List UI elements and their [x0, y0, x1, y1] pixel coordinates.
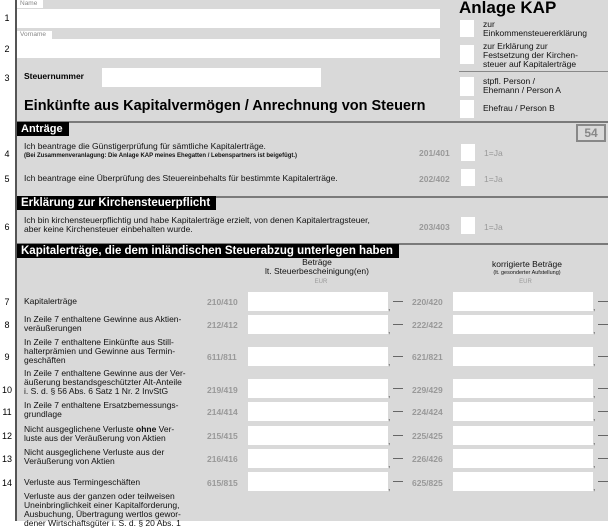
row12-text: Nicht ausgeglichene Verluste ohne Ver- luste aus der Veräußerung von Aktien — [24, 424, 175, 443]
line-number: 6 — [4, 222, 10, 232]
cents-dash — [598, 458, 608, 459]
col2-unit: EUR — [519, 279, 532, 285]
cents-comma: , — [388, 412, 391, 422]
cents-dash — [393, 435, 403, 436]
row4-code: 201/401 — [419, 148, 450, 158]
row12-input1[interactable] — [248, 426, 388, 445]
row12-code1: 215/415 — [207, 431, 238, 441]
section-title-kirchensteuer: Erklärung zur Kirchensteuerpflicht — [17, 196, 216, 210]
row8-text: In Zeile 7 enthaltene Gewinne aus Aktien- veräußerungen — [24, 314, 182, 333]
row9-text: In Zeile 7 enthaltene Einkünfte aus Still- halterprämien und Gewinne aus Termin- geschäften — [24, 337, 176, 365]
line-number: 5 — [4, 174, 10, 184]
checkbox-person-a[interactable] — [460, 77, 474, 96]
section-title-inland: Kapitalerträge, die dem inländischen Steuerabzug unterlegen haben — [17, 244, 399, 258]
row13-input1[interactable] — [248, 449, 388, 468]
line-number: 14 — [1, 478, 12, 488]
cents-comma: , — [593, 389, 596, 399]
row7-code1: 210/410 — [207, 297, 238, 307]
row10-code2: 229/429 — [412, 385, 443, 395]
name-label: Name — [17, 0, 43, 8]
row9-code2: 621/821 — [412, 352, 443, 362]
line-number: 3 — [4, 73, 10, 83]
vorname-label: Vorname — [17, 31, 52, 39]
row10-code1: 219/419 — [207, 385, 238, 395]
col2-header: korrigierte Beträge (lt. gesonderter Aufstellung) — [492, 259, 562, 276]
cents-comma: , — [388, 436, 391, 446]
row6-hint: 1=Ja — [484, 222, 503, 232]
row14-code2: 625/825 — [412, 478, 443, 488]
row11-code1: 214/414 — [207, 407, 238, 417]
row11-code2: 224/424 — [412, 407, 443, 417]
row7-code2: 220/420 — [412, 297, 443, 307]
steuernummer-field[interactable] — [102, 68, 321, 87]
checkbox-kirchensteuer-erklaerung[interactable] — [460, 45, 474, 64]
cents-comma: , — [593, 302, 596, 312]
cents-comma: , — [388, 459, 391, 469]
cents-dash — [393, 301, 403, 302]
cents-dash — [598, 388, 608, 389]
page-code-box: 54 — [576, 124, 606, 142]
cents-comma: , — [593, 412, 596, 422]
row13-code2: 226/426 — [412, 454, 443, 464]
line-number: 9 — [4, 352, 10, 362]
row4-hint: 1=Ja — [484, 148, 503, 158]
row7-text: Kapitalerträge — [24, 296, 77, 306]
row10-input1[interactable] — [248, 379, 388, 398]
row5-code: 202/402 — [419, 174, 450, 184]
cents-dash — [393, 324, 403, 325]
steuernummer-label: Steuernummer — [24, 71, 84, 81]
row7-input1[interactable] — [248, 292, 388, 311]
row9-code1: 611/811 — [207, 352, 237, 362]
main-heading: Einkünfte aus Kapitalvermögen / Anrechnung von Steuern — [24, 98, 426, 114]
row13-text: Nicht ausgeglichene Verluste aus der Veräußerung von Aktien — [24, 447, 165, 466]
checkbox-person-b[interactable] — [460, 100, 474, 118]
row5-input[interactable] — [461, 169, 475, 186]
row4-input[interactable] — [461, 144, 475, 161]
cents-dash — [598, 301, 608, 302]
cents-dash — [598, 411, 608, 412]
row14-code1: 615/815 — [207, 478, 238, 488]
divider — [459, 71, 608, 72]
row6-text: Ich bin kirchensteuerpflichtig und habe Kapitalerträge erzielt, von denen Kapitalertragsteuer, aber keine Kirchensteuer einbehalten wurde. — [24, 215, 370, 234]
option-person-b-label: Ehefrau / Person B — [483, 103, 555, 113]
cents-dash — [393, 458, 403, 459]
section-title-antraege: Anträge — [17, 122, 69, 136]
row8-input1[interactable] — [248, 315, 388, 334]
cents-dash — [598, 481, 608, 482]
cents-comma: , — [593, 325, 596, 335]
line-number: 1 — [4, 13, 10, 23]
cents-dash — [393, 481, 403, 482]
row11-input1[interactable] — [248, 402, 388, 421]
line-number: 11 — [2, 407, 12, 417]
option-einkommensteuer-label: zur Einkommensteuererklärung — [483, 19, 587, 38]
name-field[interactable] — [17, 9, 440, 28]
row15-text: Verluste aus der ganzen oder teilweisen Uneinbringlichkeit einer Kapitalforderung, Ausbuchung, Übertragung wertlos gewor- dener Wirtschaftsgüter i. S. d. § 20 Abs. 1 — [24, 491, 181, 528]
form-title: Anlage KAP — [459, 0, 557, 17]
line-number: 8 — [4, 320, 10, 330]
row9-input2[interactable] — [453, 347, 593, 366]
cents-dash — [598, 324, 608, 325]
cents-comma: , — [593, 459, 596, 469]
col1-unit: EUR — [314, 279, 328, 285]
cents-comma: , — [388, 357, 391, 367]
row5-hint: 1=Ja — [484, 174, 503, 184]
row8-code2: 222/422 — [412, 320, 443, 330]
row11-text: In Zeile 7 enthaltene Ersatzbemessungs- grundlage — [24, 400, 179, 419]
line-number: 13 — [1, 454, 12, 464]
cents-dash — [598, 356, 608, 357]
option-kirchensteuer-label: zur Erklärung zur Festsetzung der Kirchen- steuer auf Kapitalerträge — [483, 41, 578, 69]
line-number: 10 — [1, 385, 12, 395]
cents-comma: , — [388, 389, 391, 399]
row12-code2: 225/425 — [412, 431, 443, 441]
cents-comma: , — [388, 302, 391, 312]
row5-text: Ich beantrage eine Überprüfung des Steuereinbehalts für bestimmte Kapitalerträge. — [24, 173, 338, 183]
vorname-field[interactable] — [17, 39, 440, 58]
line-number: 7 — [4, 297, 10, 307]
option-person-a-label: stpfl. Person / Ehemann / Person A — [483, 76, 561, 95]
cents-dash — [393, 356, 403, 357]
cents-dash — [598, 435, 608, 436]
cents-comma: , — [593, 436, 596, 446]
line-number: 12 — [1, 431, 12, 441]
cents-comma: , — [388, 325, 391, 335]
row10-text: In Zeile 7 enthaltene Gewinne aus der Ver- äußerung bestandsgeschützter Alt-Anteile i. S. d. § 56 Abs. 6 Satz 1 Nr. 2 InvStG — [24, 368, 186, 396]
row4-note: (Bei Zusammenveranlagung: Die Anlage KAP meines Ehegatten / Lebenspartners ist beigefügt.) — [24, 153, 298, 159]
row11-input2[interactable] — [453, 402, 593, 421]
cents-comma: , — [388, 482, 391, 492]
col1-header: Beträge lt. Steuerbescheinigung(en) — [265, 257, 369, 276]
row14-text: Verluste aus Termingeschäften — [24, 477, 141, 487]
row6-code: 203/403 — [419, 222, 450, 232]
row13-code1: 216/416 — [207, 454, 238, 464]
row14-input1[interactable] — [248, 472, 388, 491]
row7-input2[interactable] — [453, 292, 593, 311]
row4-text: Ich beantrage die Günstigerprüfung für sämtliche Kapitalerträge. — [24, 141, 266, 151]
row9-input1[interactable] — [248, 347, 388, 366]
line-number: 4 — [4, 149, 10, 159]
row8-code1: 212/412 — [207, 320, 238, 330]
line-number: 2 — [4, 44, 10, 54]
row8-input2[interactable] — [453, 315, 593, 334]
cents-dash — [393, 388, 403, 389]
section-divider — [17, 121, 608, 123]
row6-input[interactable] — [461, 217, 475, 234]
cents-comma: , — [593, 482, 596, 492]
row12-input2[interactable] — [453, 426, 593, 445]
cents-comma: , — [593, 357, 596, 367]
cents-dash — [393, 411, 403, 412]
row13-input2[interactable] — [453, 449, 593, 468]
checkbox-einkommensteuererklaerung[interactable] — [460, 20, 474, 37]
row14-input2[interactable] — [453, 472, 593, 491]
row10-input2[interactable] — [453, 379, 593, 398]
